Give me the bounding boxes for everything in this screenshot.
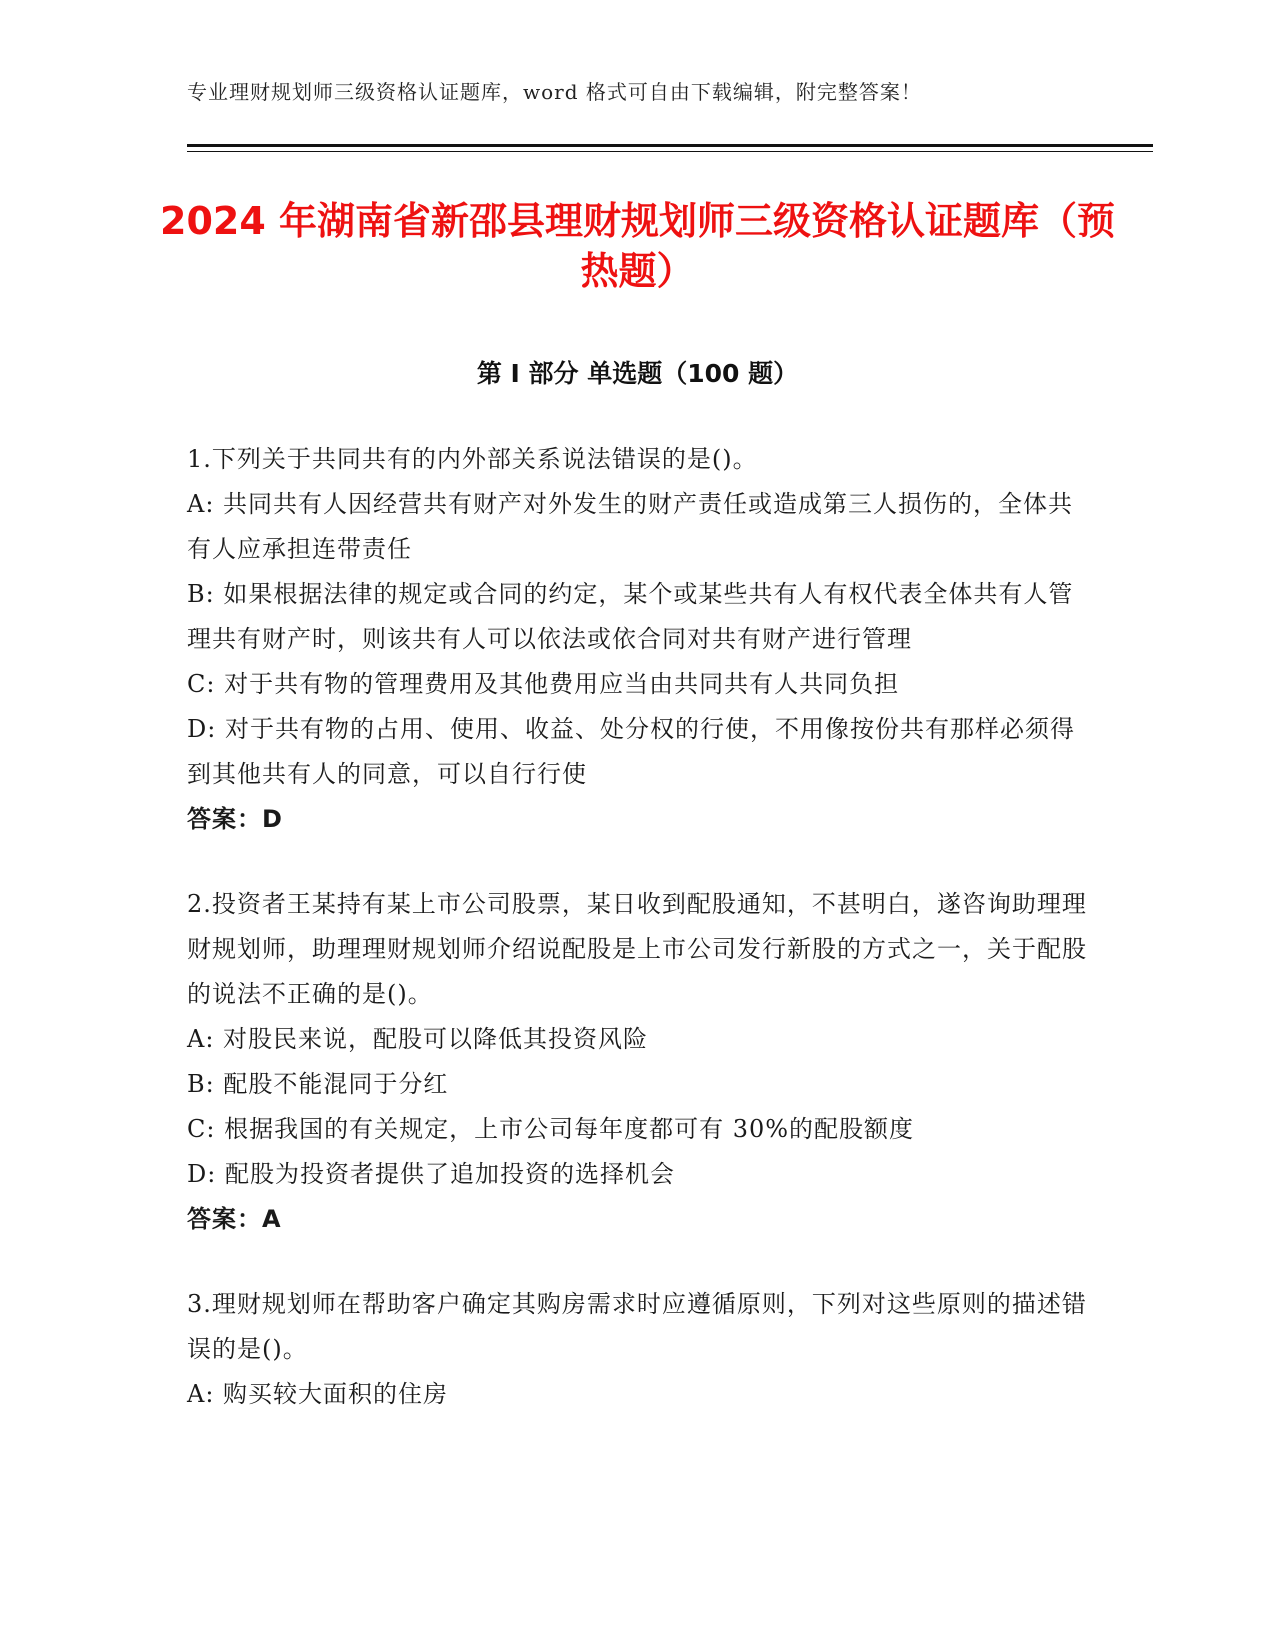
section-heading: 第 I 部分 单选题（100 题）	[476, 359, 799, 388]
answer-value: A	[262, 1205, 282, 1233]
option-a: A: 对股民来说，配股可以降低其投资风险	[187, 1025, 649, 1053]
answer-label: 答案：	[187, 805, 262, 833]
question-1	[187, 437, 1087, 842]
question-2	[187, 882, 1087, 1242]
option-c: C: 根据我国的有关规定，上市公司每年度都可有 30%的配股额度	[187, 1115, 915, 1143]
option-d: D: 配股为投资者提供了追加投资的选择机会	[187, 1160, 675, 1188]
option-c: C: 对于共有物的管理费用及其他费用应当由共同共有人共同负担	[187, 670, 900, 698]
option-b: B: 如果根据法律的规定或合同的约定，某个或某些共有人有权代表全体共有人管理共有财产时，则该共有人可以依法或依合同对共有财产进行管理	[187, 580, 1074, 653]
header-rule-thin	[187, 151, 1153, 152]
answer-line	[187, 797, 1087, 842]
answer-label: 答案：	[187, 1205, 262, 1233]
question-stem: 1.下列关于共同共有的内外部关系说法错误的是()。	[187, 445, 758, 473]
option-d: D: 对于共有物的占用、使用、收益、处分权的行使，不用像按份共有那样必须得到其他共有人的同意，可以自行行使	[187, 715, 1075, 788]
question-3	[187, 1282, 1087, 1417]
option-b: B: 配股不能混同于分红	[187, 1070, 449, 1098]
answer-line	[187, 1197, 1087, 1242]
question-stem: 2.投资者王某持有某上市公司股票，某日收到配股通知，不甚明白，遂咨询助理理财规划师，助理理财规划师介绍说配股是上市公司发行新股的方式之一，关于配股的说法不正确的是()。	[187, 890, 1087, 1008]
answer-value: D	[262, 805, 283, 833]
option-a: A: 共同共有人因经营共有财产对外发生的财产责任或造成第三人损伤的，全体共有人应承担连带责任	[187, 490, 1074, 563]
header-note: 专业理财规划师三级资格认证题库，word 格式可自由下载编辑，附完整答案！	[187, 80, 922, 104]
question-stem: 3.理财规划师在帮助客户确定其购房需求时应遵循原则，下列对这些原则的描述错误的是()。	[187, 1290, 1087, 1363]
question-list	[187, 437, 1087, 1457]
header-rule-thick	[187, 144, 1153, 147]
document-title: 2024 年湖南省新邵县理财规划师三级资格认证题库（预热题）	[160, 199, 1115, 293]
option-a: A: 购买较大面积的住房	[187, 1380, 449, 1408]
